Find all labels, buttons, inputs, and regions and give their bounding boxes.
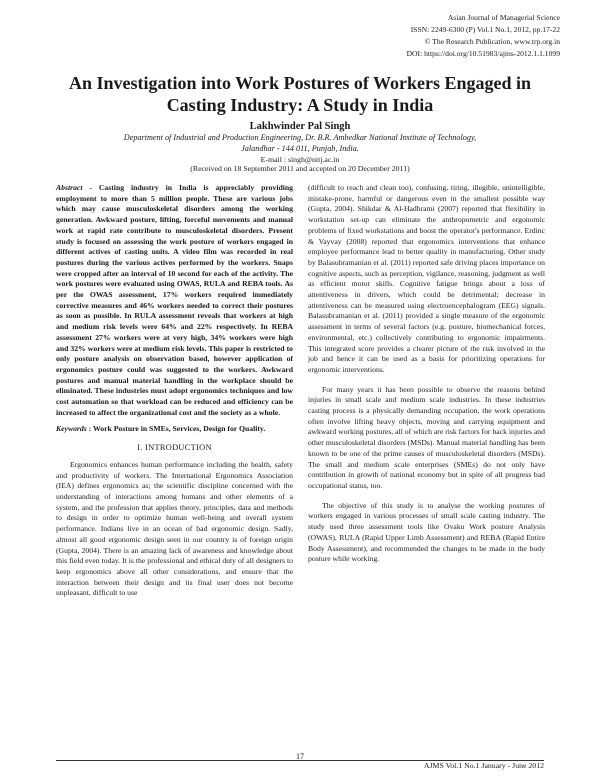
received-dates: (Received on 18 September 2011 and accepted on 20 December 2011) (190, 164, 410, 173)
affiliation-line-1: Department of Industrial and Production Engineering, Dr. B.R. Ambedkar National Institute of Technology, (123, 133, 477, 142)
section-heading-introduction: I. INTRODUCTION (137, 443, 212, 453)
page-number: 17 (296, 752, 304, 761)
left-column (56, 183, 293, 599)
introduction-paragraph: Ergonomics enhances human performance including the health, safety and productivity of workers. The International Ergonomics Association (IEA) defines ergonomics as; the scientific discipline concerned with the understanding of interactions among humans and other elements of a system, and the profession that applies theory, principles, data and methods to design in order to optimize human well-being and overall system performance. Indians live in an ocean of bad ergonomic design. Sadly, almost all good ergonomic design seen in our country is of foreign origin (Gupta, 2004). There is an amazing lack of awareness and knowledge about this field even today. It is the professional and ethical duty of all designers to keep ergonomics above all other considerations, and ensure that the interaction between their design and its final user does not become unpleasant, difficult to use (56, 459, 293, 598)
keywords-label: Keywords (56, 424, 87, 434)
author-email: E-mail : singh@nitj.ac.in (260, 155, 340, 164)
right-paragraph-1: (difficult to reach and clean too), confusing, tiring, illegible, unintelligible, mistake-prone, harmful or dangerous even in the smallest possible way (Gupta, 2004). Shikdar & Al-Hadhrami (2007) reported that flexibility in workstation set-up can eliminate the anthropometric and ergonomic problems of fixed workstations and boost the operator's performance. Erdinc & Vayvay (2008) reported that ergonomics interventions that enhance employee performance lead to better quality in manufacturing. Other study by Balasubramanian et al. (2011) reported safe driving places importance on cognitive aspects, such as perception, vigilance, reasoning, judgment as well as efficient motor skills. Cognitive fatigue brings about a loss of attentiveness in drivers, which could be detrimental; decrease in attentiveness can be measured using electroencephalogram (EEG) signals. Balasubramanian et al. (2011) provided a single measure of the ergonomic assessment in terms of several factors (e.g. posture, biomechanical forces, environmental, etc.) collectively contributing to ergonomic impairments. This integrated score provides a clearer picture of the risk involved in the job and hence it can be used as a basis for prioritizing operations for ergonomic interventions. (308, 183, 545, 374)
abstract-text: Casting industry in India is appreciably providing employment to more than 5 million people. These are various jobs which may cause musculoskeletal disorders among the working generation. Awkward posture, lifting, forceful movements and manual work at rapid rate contribute to musculoskeletal disorders. Present study is focused on assessing the work posture of workers engaged in different actives of casting units. A video film was recorded in real postures during the various actives performed by the workers. Snaps were cropped after an interval of 10 second for each of the activity. The work postures were evaluated using OWAS, RULA and REBA tools. As per the OWAS assessment, 17% workers required immediately corrective measures and 46% workers needed to correct their postures as soon as possible. In RULA assessment reveals that workers at high and medium risk levels were 64% and 22% respectively. In REBA assessment 27% workers were at very high, 34% workers were high and 32% workers were at medium risk levels. This paper is restricted to only posture analysis on observation based, however application of ergonomics posture could was suggested to the workers. Awkward postures and manual material handling in the workplace should be eliminated. These industries must adopt ergonomics techniques and low cost automation so that workload can be reduced and efficiency can be increased to affect the organizational cost and the society as a whole. (56, 183, 293, 417)
right-column (308, 183, 545, 565)
journal-name: Asian Journal of Managerial Science (447, 13, 560, 22)
affiliation-line-2: Jalandhar - 144 011, Punjab, India. (241, 143, 359, 153)
publisher-line: © The Research Publication, www.trp.org.in (424, 37, 560, 46)
keywords-text: : Work Posture in SMEs, Services, Design for Quality. (86, 424, 266, 434)
right-paragraph-3: The objective of this study is to analyse the working postures of workers engaged in various processes of small scale casting industry. The study used three assessment tools like Ovaku Work posture Analysis (OWAS), RULA (Rapid Upper Limb Assessment) and REBA (Rapid Entire Body Assessment), and recommended the changes to be made in the body posture while working. (308, 500, 545, 564)
author-affiliation (50, 133, 550, 154)
abstract-label: Abstract - (56, 183, 92, 192)
issn-line: ISSN: 2249-6300 (P) Vol.1 No.1, 2012, pp.17-22 (410, 25, 560, 34)
keywords (56, 424, 293, 435)
footer-journal-issue: AJMS Vol.1 No.1 January - June 2012 (423, 761, 544, 770)
right-paragraph-2: For many years it has been possible to observe the reasons behind injuries in small scale and medium scale industries. In these industries casting process is a physically demanding occupation, the work operations often involve lifting heavy objects, moving and carrying equipment and awkward working postures, all of which are risk factors for back injuries and other musculoskeletal disorders (MSDs). Manual material handling has been known to be one of the prime causes of musculoskeletal disorders (MSDs). The small and medium scale enterprises (SMEs) do not only have contribution in growth of national economy but in spite of all progress bad occupational status, too. (308, 384, 545, 490)
paper-title: An Investigation into Work Postures of Workers Engaged in Casting Industry: A Study in India (68, 73, 532, 115)
author-name: Lakhwinder Pal Singh (249, 121, 351, 132)
abstract (56, 183, 293, 418)
doi-line: DOI: https://doi.org/10.51983/ajms-2012.1.1.1099 (406, 49, 560, 58)
journal-header (260, 12, 560, 60)
